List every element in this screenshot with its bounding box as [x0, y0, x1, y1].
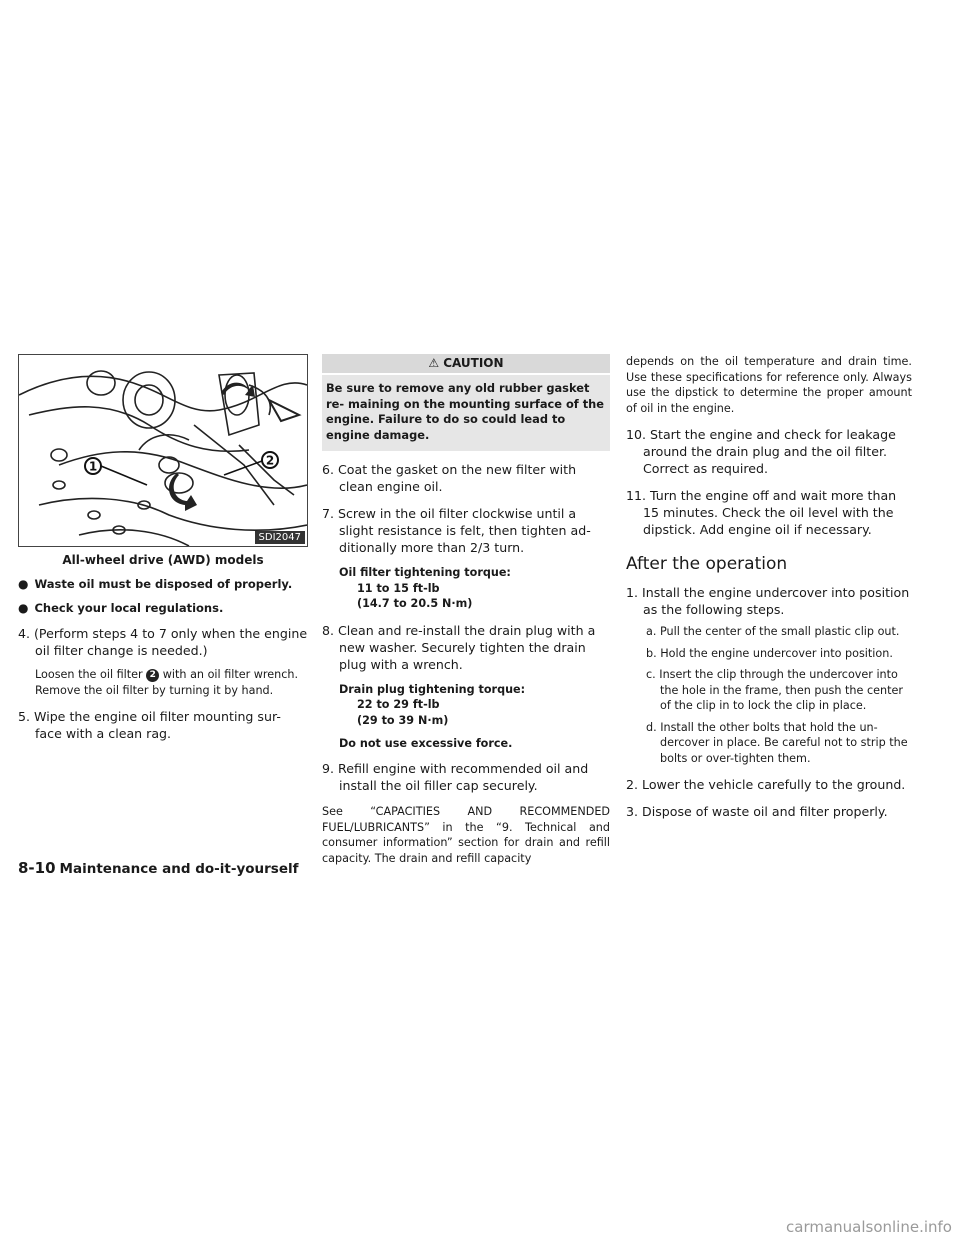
section-heading: After the operation: [626, 554, 788, 574]
step-9: 9. Refill engine with recommended oil and install the oil filler cap securely.: [322, 761, 589, 793]
section-name: Maintenance and do-it-yourself: [59, 861, 299, 877]
engine-drawing: [19, 355, 307, 546]
caution-text: Be sure to remove any old rubber gasket re- maining on the mounting surface of the engine. Failure to do so could lead to engine damage.: [322, 375, 610, 451]
force-warning: Do not use excessive force.: [339, 737, 513, 750]
bullet-dot-icon: ●: [18, 601, 29, 615]
warning-icon: ⚠: [428, 356, 440, 370]
capacity-reference-continued: depends on the oil temperature and drain time. Use these specifications for reference only. Always use the dipstick to determine the proper amount of oil in the engine.: [626, 355, 912, 415]
callout-2-icon: 2: [146, 669, 159, 682]
after-step-1a: a. Pull the center of the small plastic clip out.: [646, 625, 900, 638]
bullet-item: ● Waste oil must be disposed of properly.: [18, 577, 293, 591]
column-middle: [322, 354, 610, 866]
after-step-3: 3. Dispose of waste oil and filter properly.: [626, 804, 888, 819]
after-step-1d: d. Install the other bolts that hold the un- dercover in place. Be careful not to strip the bolts or over-tighten them.: [646, 720, 908, 765]
step-8: 8. Clean and re-install the drain plug with a new washer. Securely tighten the drain plug with a wrench.: [322, 622, 596, 672]
oil-filter-torque-spec: Oil filter tightening torque: 11 to 15 ft-lb (14.7 to 20.5 N·m): [339, 566, 511, 610]
after-step-1: 1. Install the engine undercover into position as the following steps.: [626, 585, 910, 617]
step-5: 5. Wipe the engine oil filter mounting sur- face with a clean rag.: [18, 709, 281, 741]
column-right: [626, 354, 912, 820]
callout-2: 2: [265, 453, 275, 468]
drain-plug-torque-spec: Drain plug tightening torque: 22 to 29 ft-lb (29 to 39 N·m): [339, 682, 526, 727]
after-step-1c: c. Insert the clip through the undercover into the hole in the frame, then push the center of the clip in to lock the clip in place.: [646, 668, 903, 712]
step-10: 10. Start the engine and check for leakage around the drain plug and the oil filter. Correct as required.: [626, 427, 896, 476]
bullet-item: ● Check your local regulations.: [18, 601, 224, 615]
watermark: carmanualsonline.info: [786, 1218, 952, 1236]
after-step-1b: b. Hold the engine undercover into position.: [646, 646, 893, 660]
step-6: 6. Coat the gasket on the new filter with clean engine oil.: [322, 462, 577, 494]
bullet-dot-icon: ●: [18, 577, 29, 591]
caution-header: ⚠ CAUTION: [322, 354, 610, 373]
page-number: 8-10: [18, 859, 56, 877]
callout-1: 1: [88, 459, 98, 474]
step-11: 11. Turn the engine off and wait more than 15 minutes. Check the oil level with the dipstick. Add engine oil if necessary.: [626, 488, 897, 537]
page-footer: [18, 859, 298, 877]
engine-oil-filter-figure: [18, 354, 308, 547]
column-left: [18, 354, 308, 742]
capacity-reference: See “CAPACITIES AND RECOMMENDED FUEL/LUBRICANTS” in the “9. Technical and consumer information” section for drain and refill capacity. The drain and refill capacity: [322, 805, 610, 865]
step-4: 4. (Perform steps 4 to 7 only when the engine oil filter change is needed.): [18, 626, 308, 658]
figure-caption: All-wheel drive (AWD) models: [62, 553, 264, 567]
step-7: 7. Screw in the oil filter clockwise until a slight resistance is felt, then tighten ad- ditionally more than 2/3 turn.: [322, 506, 591, 555]
after-step-2: 2. Lower the vehicle carefully to the ground.: [626, 777, 906, 792]
step-4-detail: Loosen the oil filter 2 with an oil filter wrench. Remove the oil filter by turning it by hand.: [35, 668, 299, 697]
figure-id: SDI2047: [255, 531, 305, 544]
